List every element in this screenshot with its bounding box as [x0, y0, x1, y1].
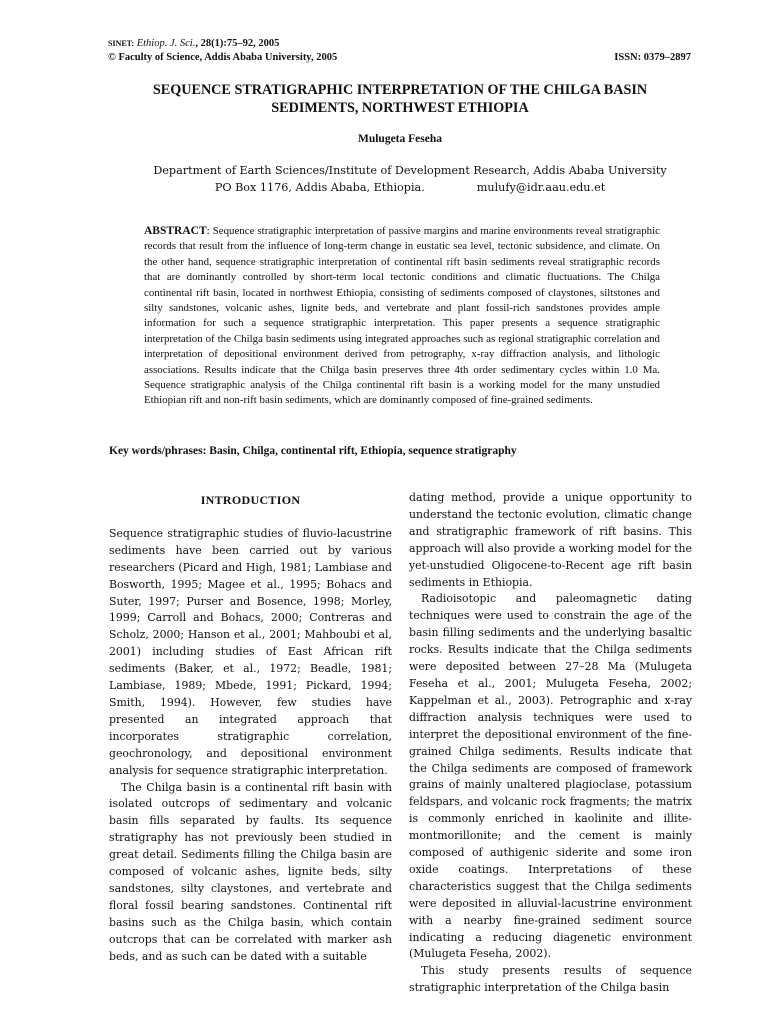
journal-volume: , 28(1):75–92, 2005 [195, 38, 280, 49]
paragraph: dating method, provide a unique opportunity to understand the tectonic evolution, climatic change and stratigraphic framework of rift basins. This approach will also provide a working model for the yet-unstudied Oligocene-to-Recent age rift basin sediments in Ethiopia. [409, 491, 692, 589]
affiliation [140, 162, 680, 196]
abstract-label: ABSTRACT [144, 225, 207, 237]
journal-citation-line [108, 38, 691, 49]
copyright-text: © Faculty of Science, Addis Ababa University, 2005 [108, 52, 338, 63]
affiliation-email: mulufy@idr.aau.edu.et [476, 181, 606, 194]
abstract-text: : Sequence stratigraphic interpretation of passive margins and marine environments reveal stratigraphic records that result from the influence of long-term change in eustatic sea level, tectonic subsidence, and climate. On the other hand, sequence stratigraphic interpretation of continental rift basin sediments reveal stratigraphic records that are dominantly controlled by short-term local tectonic conditions and climatic fluctuations. The Chilga continental rift basin, located in northwest Ethiopia, consisting of sediments composed of claystones, siltstones and silty sandstones, volcanic ashes, lignite beds, and vertebrate and plant fossil-rich sandstones provides ample information for such a sequence stratigraphic interpretation. This paper presents a sequence stratigraphic interpretation of the Chilga basin sediments using integrated approaches such as regional stratigraphic correlation and interpretation of depositional environment derived from petrography, x-ray diffraction analysis, and lithologic associations. Results indicate that the Chilga basin preserves three 4th order sedimentary cycles within 1.0 Ma. Sequence stratigraphic analysis of the Chilga continental rift basin is a working model for the many unstudied Ethiopian rift and non-rift basin sediments, which are dominantly composed of fine-grained sediments. [144, 225, 660, 407]
abstract [144, 224, 660, 409]
paragraph: The Chilga basin is a continental rift basin with isolated outcrops of sedimentary and volcanic basin fills separated by faults. Its sequence stratigraphy has not previously been studied in great detail. Sediments filling the Chilga basin are composed of volcanic ashes, lignite beds, silty sandstones, silty claystones, and vertebrate and floral fossil bearing sandstones. Continental rift basins such as the Chilga basin, which contain outcrops that can be correlated with marker ash beds, and as such can be dated with a suitable [109, 780, 392, 963]
affiliation-address: PO Box 1176, Addis Ababa, Ethiopia. [214, 181, 425, 194]
affiliation-address-line [140, 179, 680, 196]
sinet-label: SINET: [108, 39, 135, 48]
paragraph: Sequence stratigraphic studies of fluvio-lacustrine sediments have been carried out by various researchers (Picard and High, 1981; Lambiase and Bosworth, 1995; Magee et al., 1995; Bohacs and Suter, 1997; Purser and Bosence, 1998; Morley, 1999; Carroll and Bohacs, 2000; Contreras and Scholz, 2000; Hanson et al., 2001; Mahboubi et al, 2001) including studies of East African rift sediments (Baker, et al., 1972; Beadle, 1981; Lambiase, 1989; Mbede, 1991; Pickard, 1994; Smith, 1994). However, few studies have presented an integrated approach that incorporates stratigraphic correlation, geochronology, and depositional environment analysis for sequence stratigraphic interpretation. [109, 526, 392, 777]
paragraph: Radioisotopic and paleomagnetic dating techniques were used to constrain the age of the basin filling sediments and the underlying basaltic rocks. Results indicate that the Chilga sediments were deposited between 27–28 Ma (Mulugeta Feseha et al., 2001; Mulugeta Feseha, 2002; Kappelman et al., 2003). Petrographic and x-ray diffraction analysis techniques were used to interpret the depositional environment of the fine-grained Chilga sediments. Results indicate that the Chilga sediments are composed of framework grains of mainly unaltered plagioclase, potassium feldspars, and volcanic rock fragments; the matrix is commonly enriched in kaolinite and illite-montmorillonite; and the cement is mainly composed of authigenic siderite and some iron oxide coatings. Interpretations of these characteristics suggest that the Chilga sediments were deposited in alluvial-lacustrine environment with a nearby fine-grained sediment source indicating a reducing diagenetic environment (Mulugeta Feseha, 2002). [409, 592, 692, 961]
paper-title: SEQUENCE STRATIGRAPHIC INTERPRETATION OF THE CHILGA BASIN SEDIMENTS, NORTHWEST ETHIOPIA [152, 82, 648, 116]
keywords: Key words/phrases: Basin, Chilga, continental rift, Ethiopia, sequence stratigraphy [109, 445, 517, 457]
right-column [409, 490, 692, 997]
issn-text: ISSN: 0379–2897 [614, 52, 691, 63]
section-heading-introduction: INTRODUCTION [200, 493, 301, 507]
copyright-line [108, 52, 691, 63]
journal-name: Ethiop. J. Sci. [136, 38, 196, 49]
affiliation-department: Department of Earth Sciences/Institute of Development Research, Addis Ababa University [153, 164, 667, 177]
paragraph: This study presents results of sequence stratigraphic interpretation of the Chilga basin [409, 964, 692, 995]
author-name: Mulugeta Feseha [357, 133, 442, 145]
left-column [109, 490, 392, 965]
